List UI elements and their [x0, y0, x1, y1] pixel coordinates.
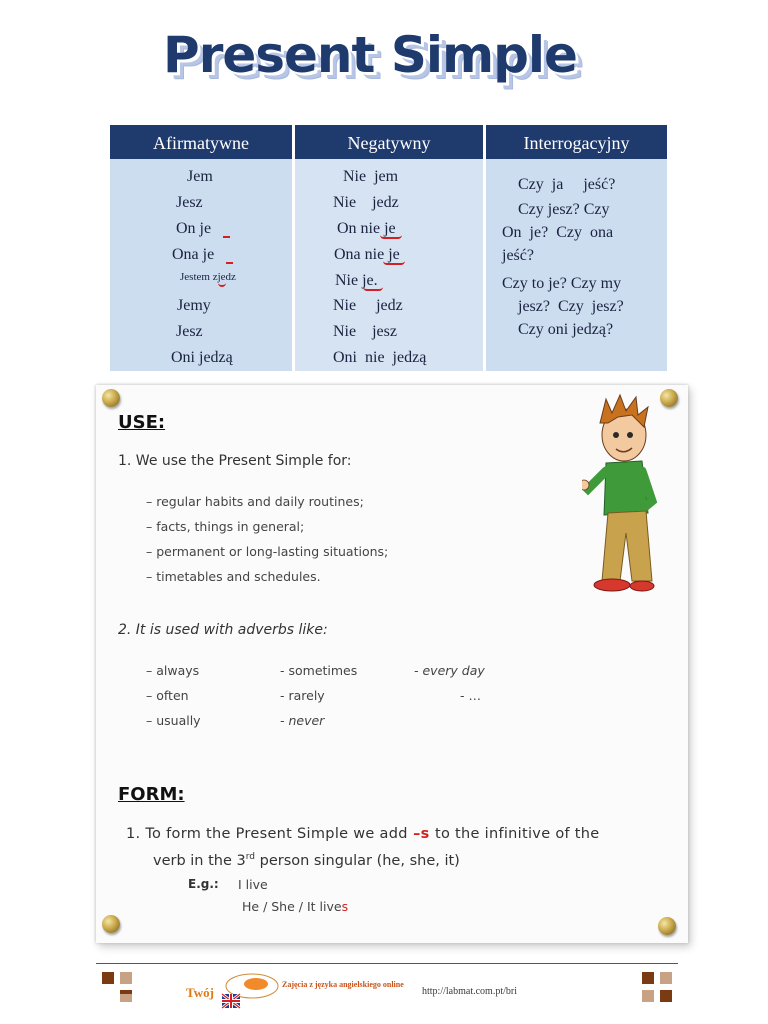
table-cell: jeść? [502, 247, 534, 264]
cartoon-boy-illustration [582, 393, 662, 593]
form-rule-text: person singular (he, she, it) [255, 852, 460, 869]
table-cell: Oni jedzą [171, 349, 233, 366]
table-cell: Oni nie jedzą [333, 349, 427, 366]
decor-square [120, 972, 132, 984]
table-cell: Nie jesz [333, 323, 397, 340]
adverb-item: – always [146, 663, 200, 678]
page-title-wrap [0, 26, 740, 84]
page-title: Present Simple [163, 26, 577, 84]
table-cell: Czy jesz? Czy [518, 201, 610, 218]
list-item: – permanent or long-lasting situations; [146, 544, 389, 559]
form-heading: FORM: [118, 784, 185, 805]
example-1: I live [238, 877, 268, 892]
footer-url[interactable]: http://labmat.com.pt/bri [422, 986, 517, 997]
table-cell: jesz? Czy jesz? [518, 298, 624, 315]
column-negative [295, 159, 483, 371]
table-cell: Czy ja jeść? [518, 176, 616, 193]
footer-brand: Twój [186, 985, 214, 1000]
table-cell: Czy oni jedzą? [518, 321, 614, 338]
table-cell: Jemy [177, 297, 211, 314]
pushpin-icon [658, 917, 676, 935]
table-cell: Jesz [176, 323, 203, 340]
adverb-item: - sometimes [280, 663, 358, 678]
missing-letter-mark [223, 236, 230, 238]
error-underline [380, 233, 402, 239]
example-label: E.g.: [188, 877, 219, 891]
header-negative: Negatywny [295, 125, 483, 159]
table-cell: Nie jedz [333, 194, 399, 211]
example-2 [242, 899, 348, 914]
header-interrogative: Interrogacyjny [486, 125, 667, 159]
list-item: – regular habits and daily routines; [146, 494, 364, 509]
form-rule-line-2 [153, 852, 460, 869]
decor-square [642, 990, 654, 1002]
table-cell: Nie jedz [333, 297, 403, 314]
column-divider [292, 125, 295, 371]
list-item: – facts, things in general; [146, 519, 305, 534]
error-underline [218, 281, 226, 287]
footer-divider [96, 963, 678, 964]
table-cell: Ona je [172, 246, 215, 263]
table-cell: Jestem zjedz [180, 271, 236, 283]
missing-letter-mark [226, 262, 233, 264]
error-underline [363, 285, 383, 291]
use-point-2: 2. It is used with adverbs like: [118, 622, 328, 638]
table-cell: Jem [187, 168, 213, 185]
use-point-1: 1. We use the Present Simple for: [118, 453, 352, 469]
suffix-s: s [341, 899, 349, 914]
decor-square [642, 972, 654, 984]
table-cell: Czy to je? Czy my [502, 275, 622, 292]
adverb-item: - … [460, 688, 481, 703]
decor-square [660, 972, 672, 984]
notes-board [96, 385, 688, 943]
logo-icon [218, 970, 280, 1012]
form-rule-text: 1. To form the Present Simple we add [126, 826, 408, 842]
adverb-item: – usually [146, 713, 201, 728]
conjugation-table [110, 125, 667, 371]
footer-tagline: Zajęcia z języka angielskiego online [282, 980, 404, 989]
column-affirmative [110, 159, 292, 371]
decor-square [120, 994, 132, 1002]
adverb-item: - never [280, 713, 325, 728]
error-underline [383, 259, 405, 265]
table-cell: On je? Czy ona [502, 224, 614, 241]
adverb-item: – often [146, 688, 189, 703]
adverb-item: - rarely [280, 688, 325, 703]
suffix-s: –s [407, 826, 435, 842]
form-rule-text: verb in the 3 [153, 852, 246, 869]
list-item: – timetables and schedules. [146, 569, 321, 584]
pushpin-icon [660, 389, 678, 407]
use-heading: USE: [118, 412, 166, 433]
column-divider [483, 125, 486, 371]
table-cell: Nie jem [343, 168, 399, 185]
table-cell: On nie je [337, 220, 396, 237]
ordinal-suffix: rd [245, 852, 256, 862]
decor-square [660, 990, 672, 1002]
form-rule-line-1 [126, 826, 600, 842]
pushpin-icon [102, 915, 120, 933]
form-rule-text: to the infinitive of the [434, 826, 600, 842]
example-text: He / She / It live [242, 899, 342, 914]
decor-square [102, 972, 114, 984]
header-affirmative: Afirmatywne [110, 125, 292, 159]
table-cell: Jesz [176, 194, 203, 211]
table-cell: Ona nie je [334, 246, 400, 263]
table-cell: Nie je. [335, 272, 378, 289]
column-interrogative [486, 159, 667, 371]
adverb-item: - every day [414, 663, 485, 678]
table-cell: On je [176, 220, 212, 237]
pushpin-icon [102, 389, 120, 407]
